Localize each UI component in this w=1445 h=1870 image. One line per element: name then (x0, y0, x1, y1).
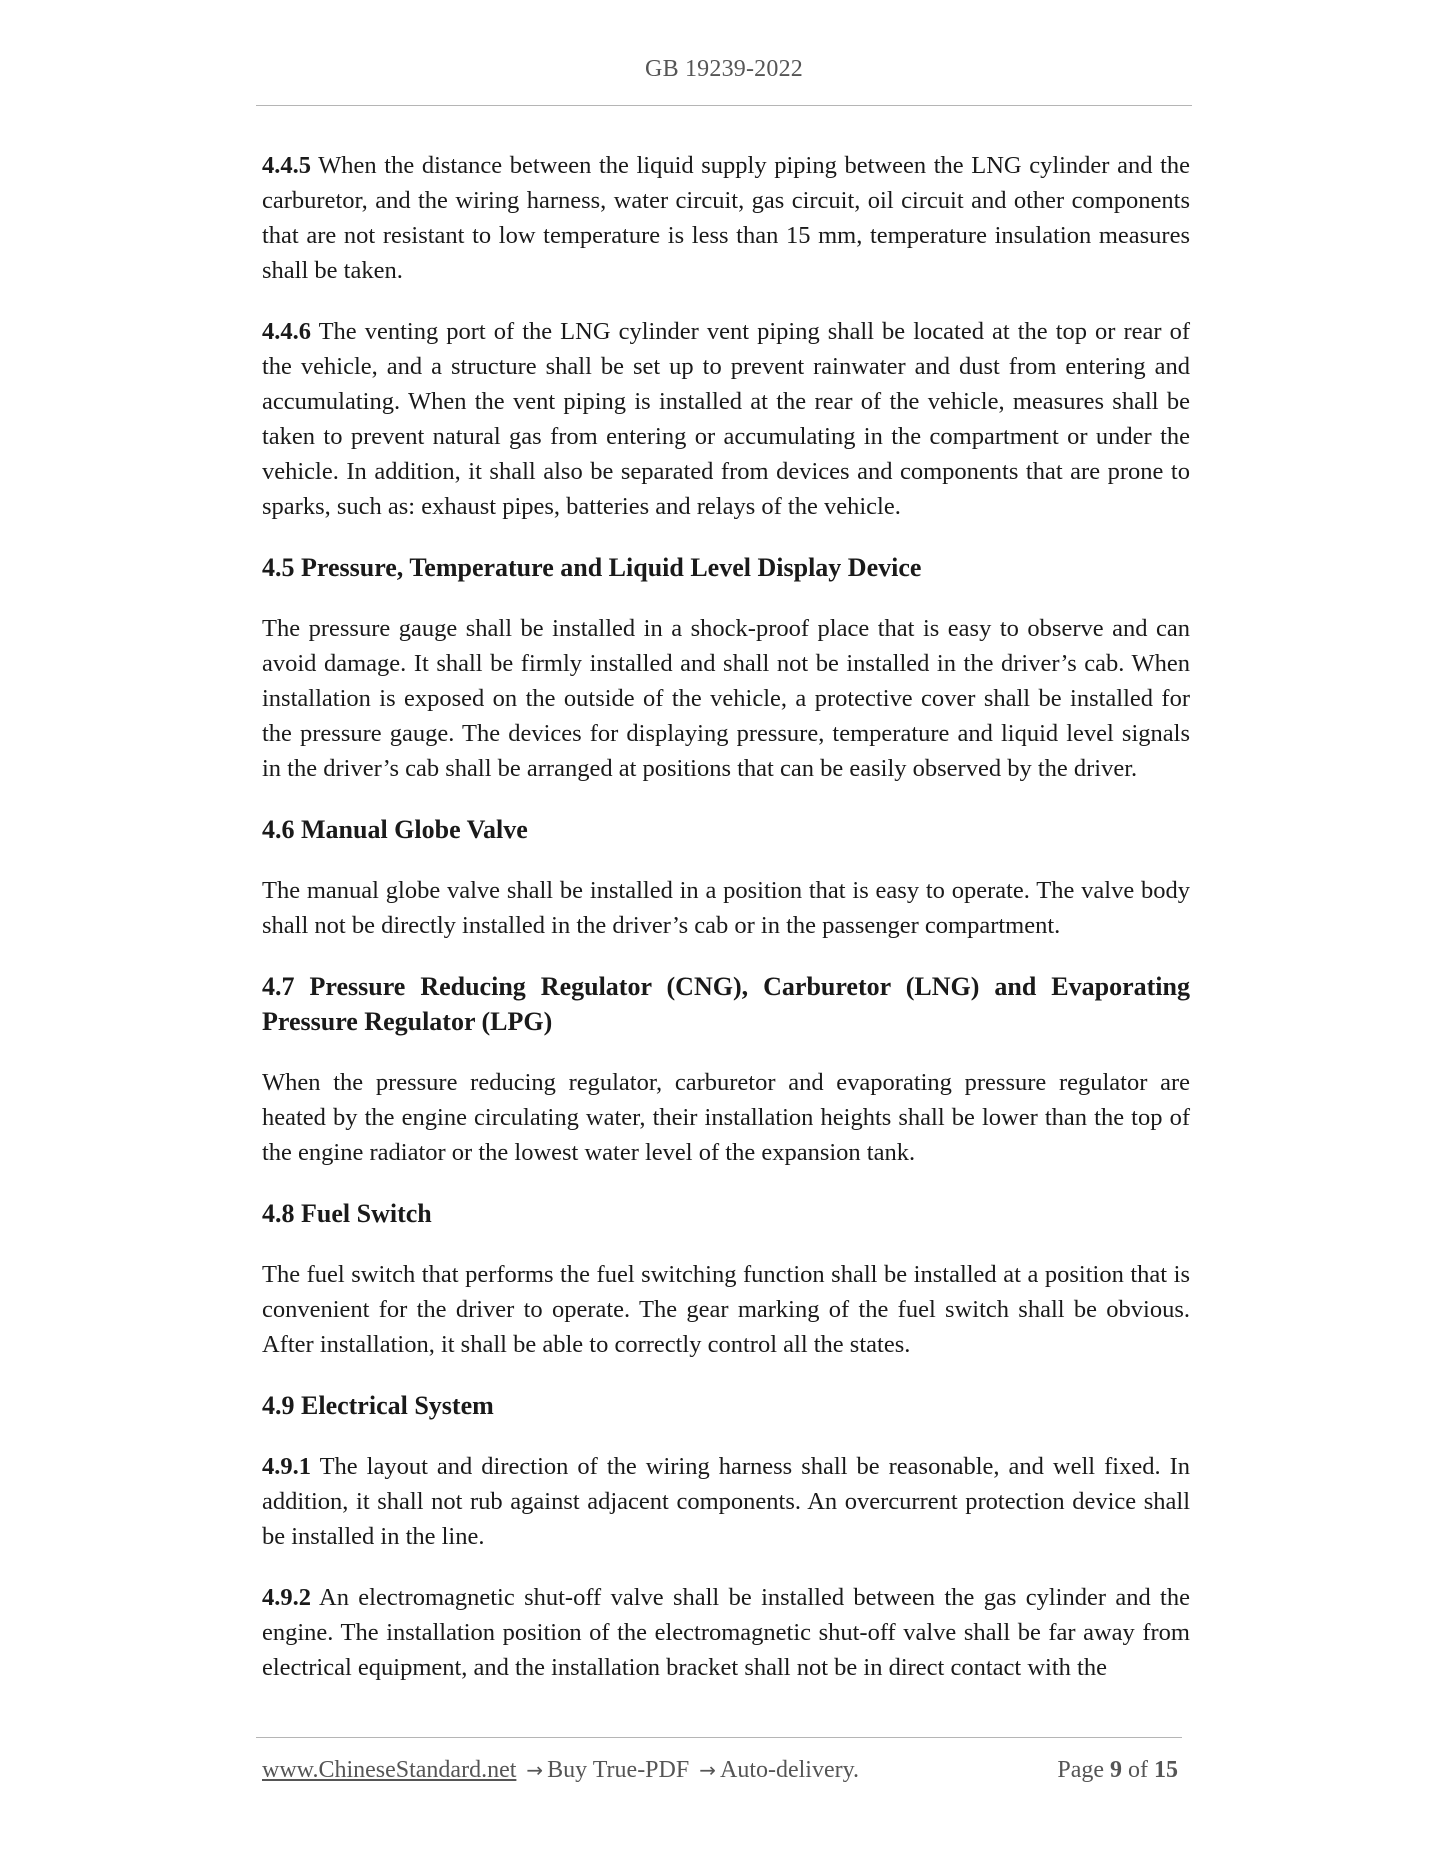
section-heading-4-8: 4.8 Fuel Switch (262, 1199, 432, 1228)
document-body (262, 148, 1190, 1711)
section-heading-4-5: 4.5 Pressure, Temperature and Liquid Level Display Device (262, 553, 922, 582)
current-page-number: 9 (1110, 1757, 1122, 1783)
clause-text: The layout and direction of the wiring harness shall be reasonable, and well fixed. In addition, it shall not rub against adjacent components. An overcurrent protection device shall be installed in the line. (262, 1453, 1190, 1550)
page-indicator (1057, 1757, 1178, 1784)
arrow-right-icon: → (699, 1758, 716, 1782)
clause-text: The venting port of the LNG cylinder vent piping shall be located at the top or rear of the vehicle, and a structure shall be set up to prevent rainwater and dust from entering and accumulating. When the vent piping is installed at the rear of the vehicle, measures shall be taken to prevent natural gas from entering or accumulating in the compartment or under the vehicle. In addition, it shall also be separated from devices and components that are prone to sparks, such as: exhaust pipes, batteries and relays of the vehicle. (262, 318, 1190, 520)
page-label: Page (1057, 1757, 1104, 1783)
section-text-4-6: The manual globe valve shall be installed in a position that is easy to operate. The valve body shall not be directly installed in the driver’s cab or in the passenger compartment. (262, 877, 1190, 939)
clause-number: 4.9.2 (262, 1584, 311, 1611)
buy-pdf-text: Buy True-PDF (547, 1757, 690, 1783)
clause-4-9-2 (262, 1580, 1190, 1685)
page-header-title: GB 19239-2022 (645, 56, 803, 82)
clause-4-9-1 (262, 1449, 1190, 1554)
section-heading-4-6: 4.6 Manual Globe Valve (262, 815, 528, 844)
of-label: of (1128, 1757, 1148, 1783)
section-text-4-8: The fuel switch that performs the fuel switching function shall be installed at a position that is convenient for the driver to operate. The gear marking of the fuel switch shall be obvious. After installation, it shall be able to correctly control all the states. (262, 1261, 1190, 1358)
clause-number: 4.9.1 (262, 1453, 311, 1480)
arrow-right-icon: → (526, 1758, 544, 1782)
total-pages-number: 15 (1154, 1757, 1178, 1783)
clause-4-4-5 (262, 148, 1190, 288)
clause-text: When the distance between the liquid supply piping between the LNG cylinder and the carburetor, and the wiring harness, water circuit, gas circuit, oil circuit and other components that are not resistant to low temperature is less than 15 mm, temperature insulation measures shall be taken. (262, 152, 1190, 284)
clause-text: An electromagnetic shut-off valve shall be installed between the gas cylinder and the engine. The installation position of the electromagnetic shut-off valve shall be far away from electrical equipment, and the installation bracket shall not be in direct contact with the (262, 1584, 1190, 1681)
section-text-4-7: When the pressure reducing regulator, carburetor and evaporating pressure regulator are heated by the engine circulating water, their installation heights shall be lower than the top of the engine radiator or the lowest water level of the expansion tank. (262, 1069, 1190, 1166)
auto-delivery-text: Auto-delivery. (719, 1757, 860, 1783)
header-divider (256, 105, 1192, 106)
footer-divider (256, 1737, 1182, 1738)
footer-promo (262, 1757, 859, 1784)
clause-number: 4.4.5 (262, 152, 311, 179)
section-heading-4-7: 4.7 Pressure Reducing Regulator (CNG), Carburetor (LNG) and Evaporating Pressure Regulator (LPG) (262, 972, 1190, 1036)
clause-4-4-6 (262, 314, 1190, 524)
section-heading-4-9: 4.9 Electrical System (262, 1391, 494, 1420)
clause-number: 4.4.6 (262, 318, 311, 345)
site-link[interactable]: www.ChineseStandard.net (262, 1757, 517, 1783)
section-text-4-5: The pressure gauge shall be installed in a shock-proof place that is easy to observe and can avoid damage. It shall be firmly installed and shall not be installed in the driver’s cab. When installation is exposed on the outside of the vehicle, a protective cover shall be installed for the pressure gauge. The devices for displaying pressure, temperature and liquid level signals in the driver’s cab shall be arranged at positions that can be easily observed by the driver. (262, 615, 1190, 782)
